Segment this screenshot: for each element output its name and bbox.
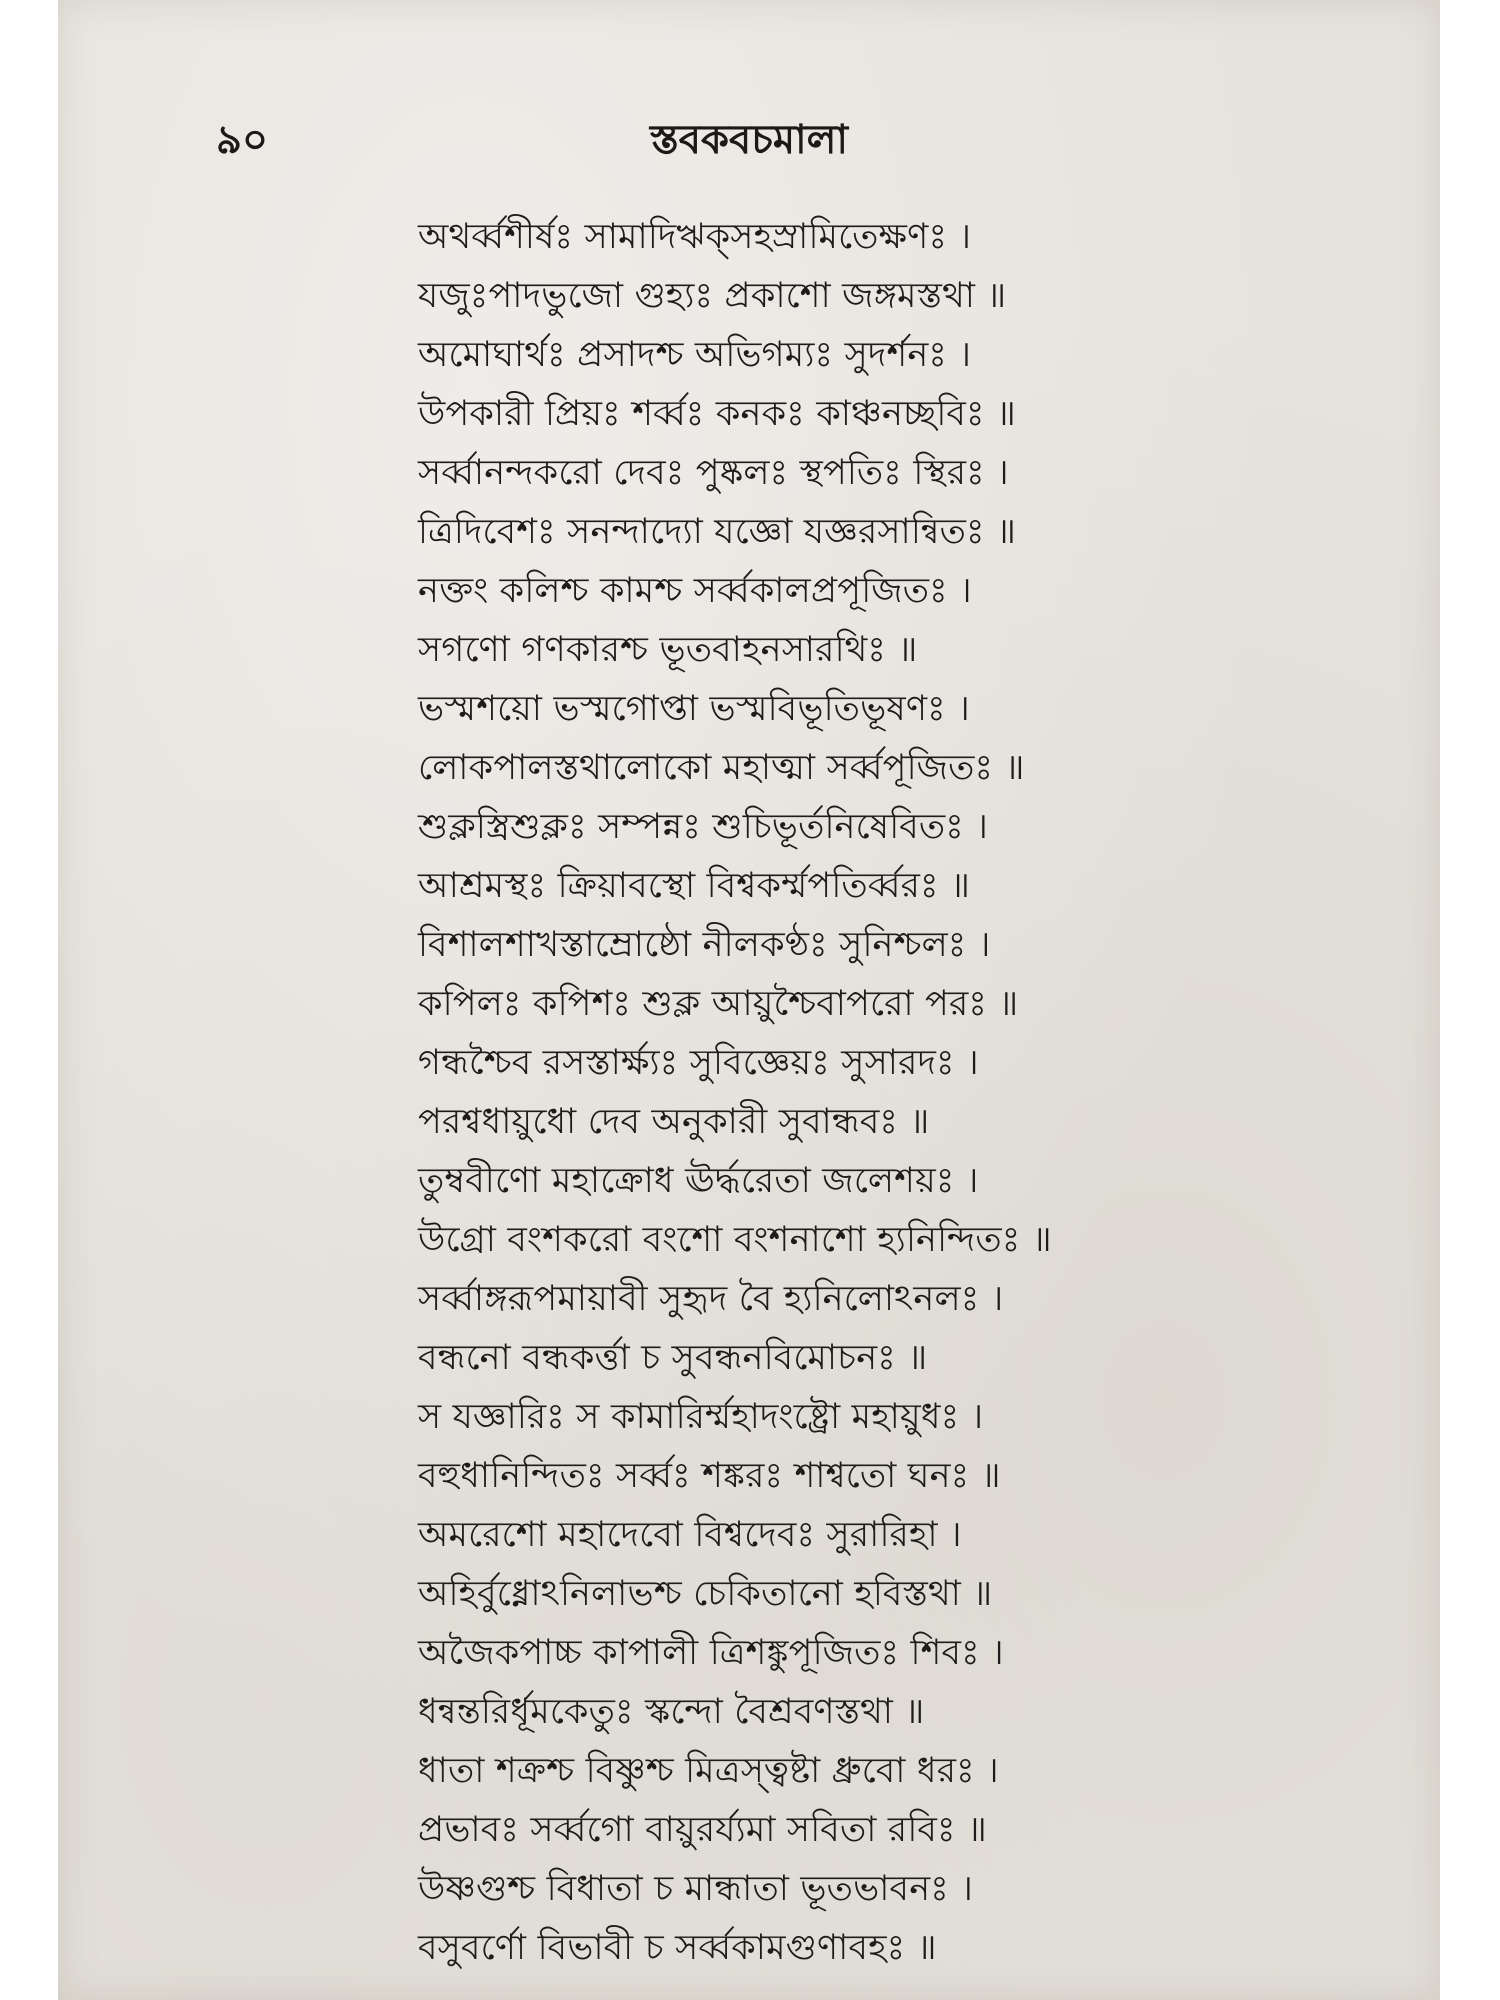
verse-line: প্রভাবঃ সর্ব্বগো বায়ুরর্য্যমা সবিতা রবিঃ ॥ — [418, 1810, 988, 1850]
verse-line: কপিলঃ কপিশঃ শুক্ল আয়ুশ্চৈবাপরো পরঃ ॥ — [418, 984, 1019, 1024]
verse-line: উগ্রো বংশকরো বংশো বংশনাশো হ্যনিন্দিতঃ ॥ — [418, 1220, 1052, 1260]
verse-line: বহুধানিন্দিতঃ সর্ব্বঃ শঙ্করঃ শাশ্বতো ঘনঃ ॥ — [418, 1456, 1001, 1496]
verse-line: নক্তং কলিশ্চ কামশ্চ সর্ব্বকালপ্রপূজিতঃ । — [418, 571, 972, 611]
verse-line: পরশ্বধায়ুধো দেব অনুকারী সুবান্ধবঃ ॥ — [418, 1102, 930, 1142]
verse-line: সর্ব্বাঙ্গরূপমায়াবী সুহৃদ বৈ হ্যনিলোঽনলঃ । — [418, 1279, 1004, 1319]
verse-line: অহির্বুধ্নোঽনিলাভশ্চ চেকিতানো হবিস্তথা ॥ — [418, 1574, 993, 1614]
verse-line: গন্ধশ্চৈব রসস্তার্ক্ষ্যঃ সুবিজ্ঞেয়ঃ সুসারদঃ । — [418, 1043, 979, 1083]
verse-line: অজৈকপাচ্চ কাপালী ত্রিশঙ্কুপূজিতঃ শিবঃ । — [418, 1633, 1004, 1673]
verse-line: বিশালশাখস্তাম্রোষ্ঠো নীলকণ্ঠঃ সুনিশ্চলঃ । — [418, 925, 991, 965]
verse-line: যজুঃপাদভুজো গুহ্যঃ প্রকাশো জঙ্গমস্তথা ॥ — [418, 276, 1007, 316]
verse-line: উষ্ণগুশ্চ বিধাতা চ মান্ধাতা ভূতভাবনঃ । — [418, 1869, 974, 1909]
verse-line: ধন্বন্তরির্ধূমকেতুঃ স্কন্দো বৈশ্রবণস্তথা ॥ — [418, 1692, 925, 1732]
verse-line: বসুবর্ণো বিভাবী চ সর্ব্বকামগুণাবহঃ ॥ — [418, 1928, 937, 1968]
verse-line: বন্ধনো বন্ধকর্ত্তা চ সুবন্ধনবিমোচনঃ ॥ — [418, 1338, 928, 1378]
verse-line: শুক্লস্ত্রিশুক্লঃ সম্পন্নঃ শুচিভূর্তনিষেবিতঃ । — [418, 807, 989, 847]
verse-line: ধাতা শক্রশ্চ বিষ্ণুশ্চ মিত্রস্ত্বষ্টা ধ্রুবো ধরঃ । — [418, 1751, 999, 1791]
verse-list — [418, 208, 1318, 1978]
page-header — [58, 108, 1440, 168]
verse-line: আশ্রমস্থঃ ক্রিয়াবস্থো বিশ্বকর্ম্মপতির্ব্বরঃ ॥ — [418, 866, 971, 906]
verse-line: অমোঘার্থঃ প্রসাদশ্চ অভিগম্যঃ সুদর্শনঃ । — [418, 335, 972, 375]
verse-line: তুম্ববীণো মহাক্রোধ ঊর্দ্ধরেতা জলেশয়ঃ । — [418, 1161, 979, 1201]
verse-line: সগণো গণকারশ্চ ভূতবাহনসারথিঃ ॥ — [418, 630, 918, 670]
verse-line: উপকারী প্রিয়ঃ শর্ব্বঃ কনকঃ কাঞ্চনচ্ছবিঃ ॥ — [418, 394, 1017, 434]
running-title: স্তবকবচমালা — [649, 117, 849, 163]
book-page — [58, 0, 1440, 2000]
verse-line: অমরেশো মহাদেবো বিশ্বদেবঃ সুরারিহা । — [418, 1515, 962, 1555]
verse-line: লোকপালস্তথালোকো মহাত্মা সর্ব্বপূজিতঃ ॥ — [418, 748, 1025, 788]
verse-line: ভস্মশয়ো ভস্মগোপ্তা ভস্মবিভূতিভূষণঃ । — [418, 689, 970, 729]
verse-line: স যজ্ঞারিঃ স কামারির্ম্মহাদংষ্ট্রো মহায়ুধঃ । — [418, 1397, 984, 1437]
page-number: ৯০ — [216, 116, 268, 163]
verse-line: অথর্ব্বশীর্ষঃ সামাদিঋক্‌সহস্রামিতেক্ষণঃ । — [418, 217, 972, 257]
verse-line: ত্রিদিবেশঃ সনন্দাদ্যো যজ্ঞো যজ্ঞরসান্বিতঃ ॥ — [418, 512, 1017, 552]
verse-line: সর্ব্বানন্দকরো দেবঃ পুষ্কলঃ স্থপতিঃ স্থিরঃ । — [418, 453, 1009, 493]
